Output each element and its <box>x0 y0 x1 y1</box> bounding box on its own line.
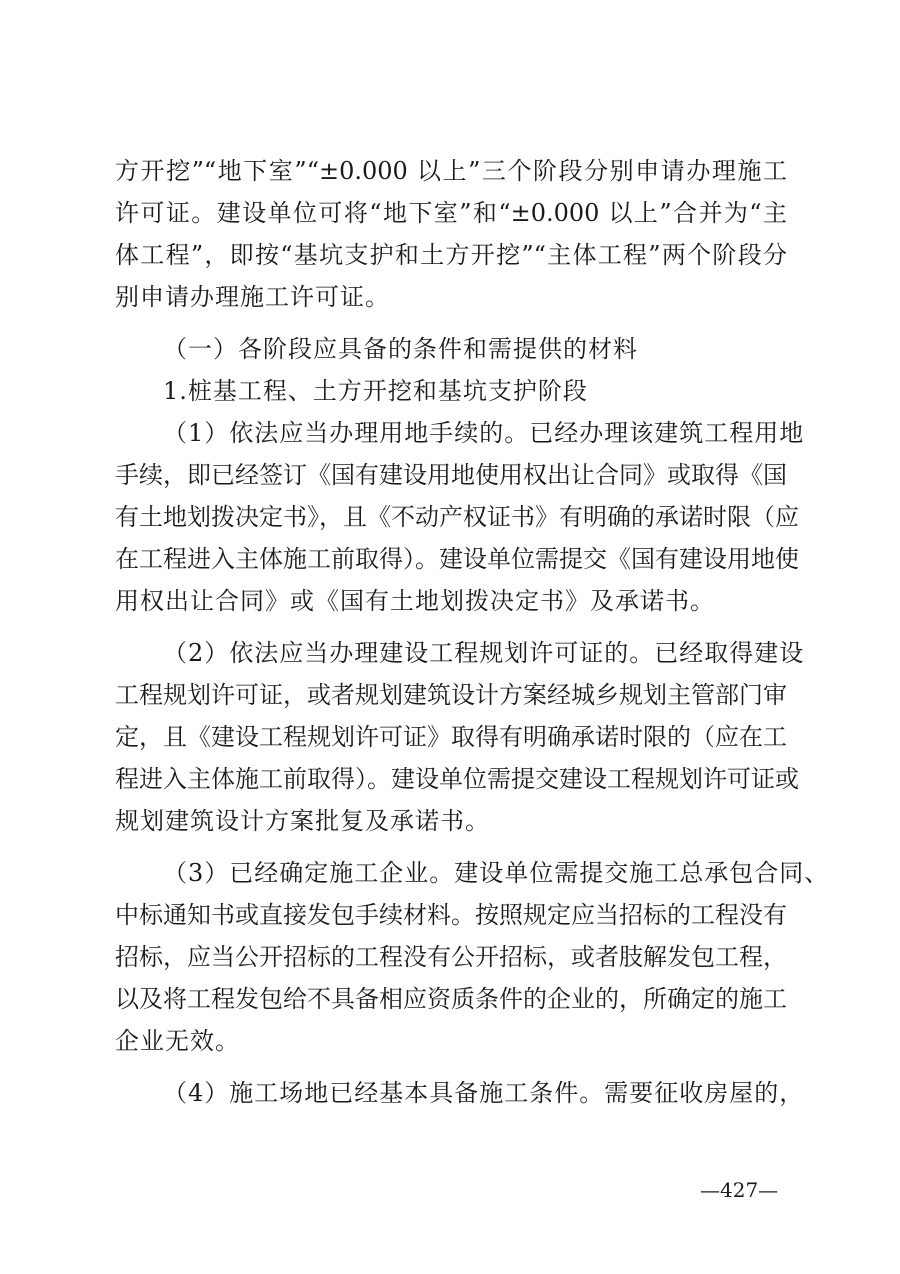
paragraph-line: 手续，即已经签订《国有建设用地使用权出让合同》或取得《国 <box>115 461 787 489</box>
document-body <box>115 150 830 1114</box>
item-1-paragraph <box>115 412 805 622</box>
paragraph-line: 企业无效。 <box>115 1027 240 1055</box>
paragraph-line: （2）依法应当办理建设工程规划许可证的。已经取得建设 <box>163 639 805 667</box>
paragraph-line: 中标通知书或直接发包手续材料。按照规定应当招标的工程没有 <box>115 901 787 929</box>
paragraph-line: 在工程进入主体施工前取得）。建设单位需提交《国有建设用地使 <box>115 545 799 573</box>
paragraph-line: 用权出让合同》或《国有土地划拨决定书》及承诺书。 <box>115 587 715 615</box>
paragraph-line: （1）依法应当办理用地手续的。已经办理该建筑工程用地 <box>163 419 805 447</box>
paragraph-line: 许可证。建设单位可将“地下室”和“±0.000 以上”合并为“主 <box>115 199 787 227</box>
paragraph-line: 规划建筑设计方案批复及承诺书。 <box>115 807 490 835</box>
paragraph-line: 程进入主体施工前取得）。建设单位需提交建设工程规划许可证或 <box>115 765 799 793</box>
item-3-paragraph <box>115 852 830 1062</box>
page-number: —427— <box>700 1178 779 1202</box>
paragraph-line: 方开挖”“地下室”“±0.000 以上”三个阶段分别申请办理施工 <box>115 157 787 185</box>
item-2-paragraph <box>115 632 805 842</box>
paragraph-line: （4）施工场地已经基本具备施工条件。需要征收房屋的， <box>163 1079 805 1107</box>
paragraph-line: 体工程”，即按“基坑支护和土方开挖”“主体工程”两个阶段分 <box>115 241 787 269</box>
section-heading: （一）各阶段应具备的条件和需提供的材料 <box>163 335 638 363</box>
paragraph-line: 别申请办理施工许可证。 <box>115 283 390 311</box>
paragraph-line: 有土地划拨决定书》，且《不动产权证书》有明确的承诺时限（应 <box>115 503 799 531</box>
item-4-paragraph <box>115 1072 805 1114</box>
paragraph-line: 以及将工程发包给不具备相应资质条件的企业的，所确定的施工 <box>115 985 787 1013</box>
paragraph-line: （3）已经确定施工企业。建设单位需提交施工总承包合同、 <box>163 859 830 887</box>
subsection-heading: 1.桩基工程、土方开挖和基坑支护阶段 <box>163 377 588 405</box>
continuation-paragraph <box>115 150 787 318</box>
paragraph-line: 工程规划许可证，或者规划建筑设计方案经城乡规划主管部门审 <box>115 681 787 709</box>
paragraph-line: 招标，应当公开招标的工程没有公开招标，或者肢解发包工程， <box>115 943 787 971</box>
paragraph-line: 定，且《建设工程规划许可证》取得有明确承诺时限的（应在工 <box>115 723 787 751</box>
